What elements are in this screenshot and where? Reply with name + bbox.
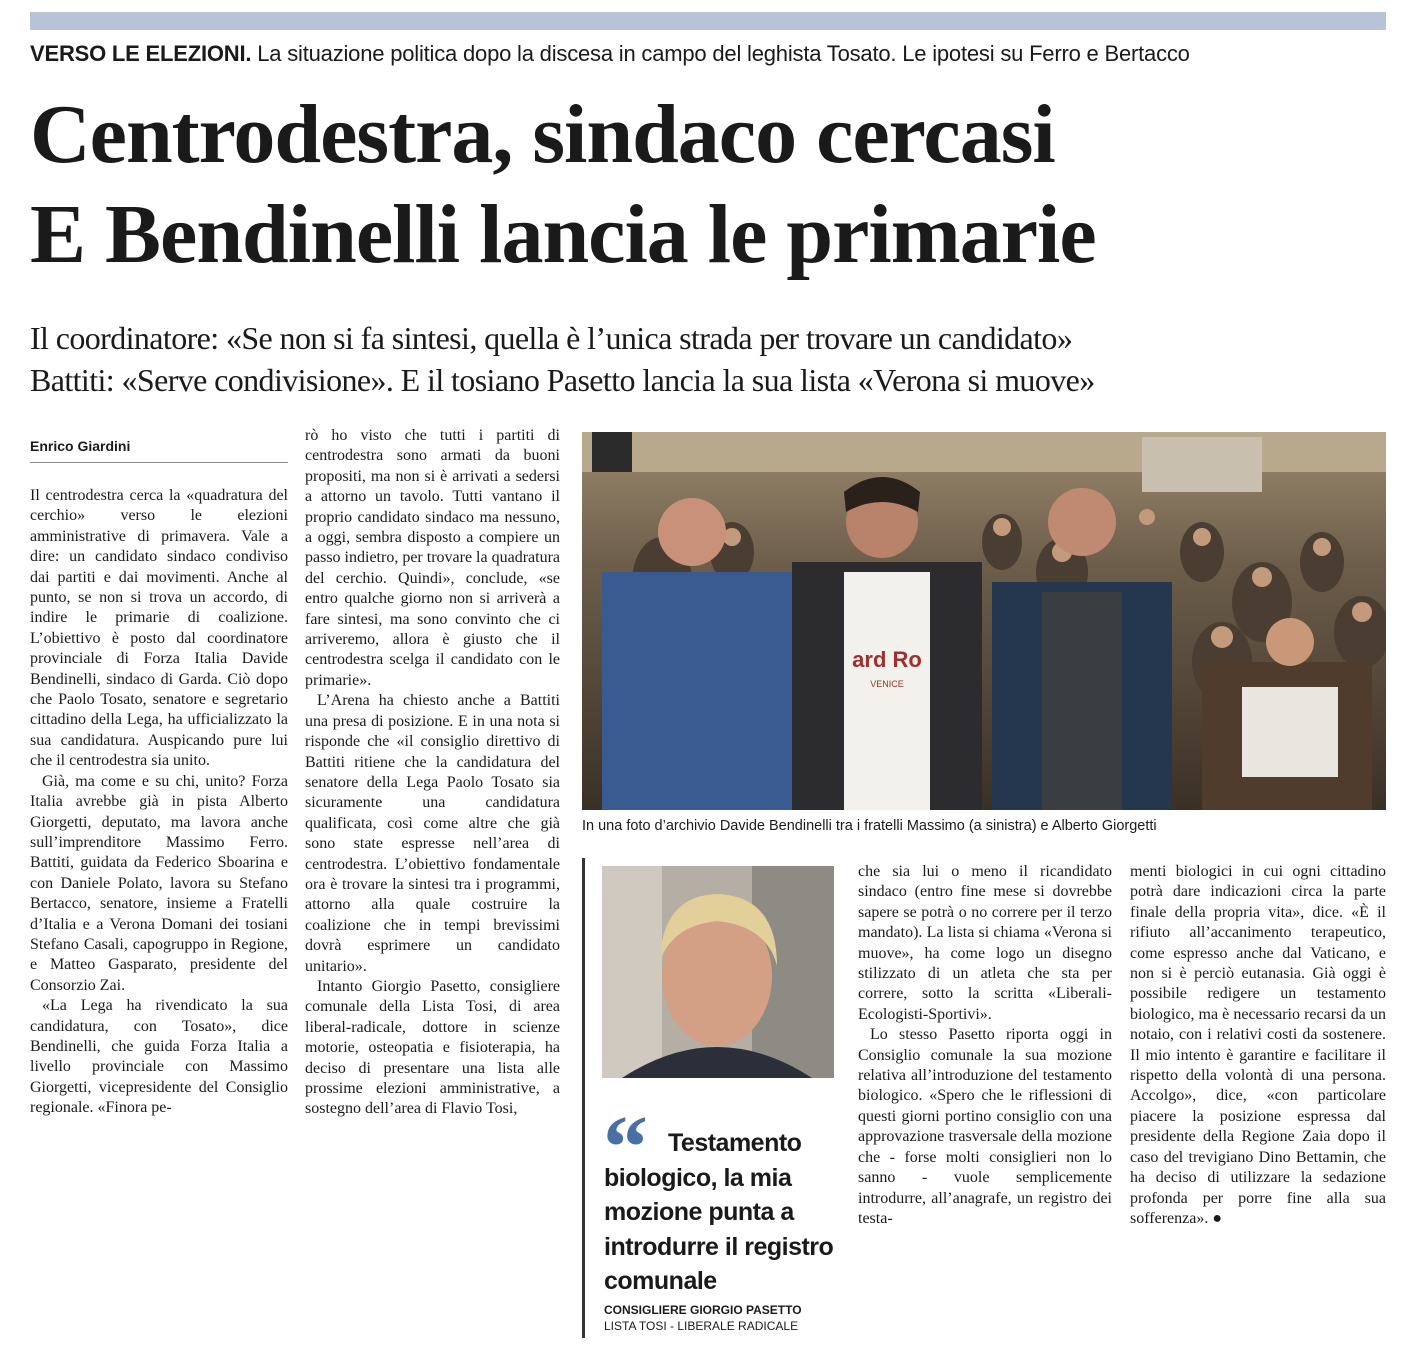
kicker-label: VERSO LE ELEZIONI. <box>30 41 252 66</box>
subhead-line-1: Il coordinatore: «Se non si fa sintesi, quella è l’unica strada per trovare un candidato» <box>30 320 1073 356</box>
article-column-3 <box>858 862 1112 1229</box>
byline: Enrico Giardini <box>30 438 131 454</box>
headline-line-1: Centrodestra, sindaco cercasi <box>30 88 1055 181</box>
pull-quote-rest: biologico, la mia mozione punta a introdurre il registro comunale <box>604 1163 834 1295</box>
paragraph: che sia lui o meno il ricandidato sindaco (entro fine mese si dovrebbe sapere se potrà o no correre per il terzo mandato). La lista si chiama «Verona si muove», ha come logo un disegno stilizzato di un atleta che sta per correre, sotto la scritta «Liberali-Ecologisti-Sportivi». <box>858 863 1112 1023</box>
paragraph: «La Lega ha rivendicato la sua candidatura, con Tosato», dice Bendinelli, che guida Forza Italia a livello provinciale con Massimo Giorgetti, vicepresidente del Consiglio regionale. «Finora pe- <box>30 997 288 1117</box>
shirt-logo-text: ard Ro <box>852 647 922 672</box>
kicker-text: La situazione politica dopo la discesa in campo del leghista Tosato. Le ipotesi su Ferro e Bertacco <box>251 41 1190 66</box>
paragraph: Intanto Giorgio Pasetto, consigliere comunale della Lista Tosi, di area liberal-radicale, dottore in scienze motorie, osteopatia e fisioterapia, ha deciso di presentare una lista alle prossime elezioni amministrative, a sostegno dell’area di Flavio Tosi, <box>305 977 560 1118</box>
article-column-1 <box>30 486 288 1119</box>
kicker <box>30 40 1386 68</box>
photo-caption: In una foto d’archivio Davide Bendinelli tra i fratelli Massimo (a sinistra) e Alberto Giorgetti <box>582 818 1157 834</box>
byline-rule <box>30 462 288 463</box>
headline-line-2: E Bendinelli lancia le primarie <box>30 188 1096 281</box>
paragraph: menti biologici in cui ogni cittadino potrà dare indicazioni circa la parte finale della propria vita», dice. «È il rifiuto all’accanimento terapeutico, come espresso anche dal Vaticano, e non si è perciò eutanasia. Già oggi è possibile redigere un testamento biologico, ma è necessario recarsi da un notaio, con i relativi costi da sostenere. Il mio intento è garantire e facilitare il rispetto della volontà di una persona. Accolgo», dice, «con particolare piacere la posizione espressa dal presidente della Regione Zaia dopo il caso del trevigiano Dino Bettamin, che ha deciso di utilizzare la sedazione profonda per porre fine alla sua sofferenza». ● <box>1130 863 1386 1227</box>
paragraph: Il centrodestra cerca la «quadratura del cerchio» verso le elezioni amministrative di primavera. Vale a dire: un candidato sindaco condiviso dai partiti e dai movimenti. Anche al punto, se non si trova un accordo, di indire le primarie di coalizione. L’obiettivo è posto dal coordinatore provinciale di Forza Italia Davide Bendinelli, sindaco di Garda. Ciò dopo che Paolo Tosato, senatore e segretario cittadino della Lega, ha ufficializzato la sua candidatura. Auspicando pure lui che il centrodestra sia unito. <box>30 487 288 770</box>
pull-quote-first-line: Testamento <box>668 1129 802 1157</box>
paragraph: Lo stesso Pasetto riporta oggi in Consiglio comunale la sua mozione relativa all’introduzione del testamento biologico. «Spero che le riflessioni di questi giorni portino consiglio con una approvazione trasversale della mozione che - forse molti consiglieri non lo sanno - vuole semplicemente introdurre, all’anagrafe, un registro dei testa- <box>858 1026 1112 1227</box>
article-column-4 <box>1130 862 1386 1229</box>
portrait-photo <box>602 866 834 1078</box>
paragraph: L’Arena ha chiesto anche a Battiti una presa di posizione. E in una nota si risponde che «il consiglio direttivo di Battiti ritiene che la candidatura del senatore della Lega Paolo Tosato sia sicuramente una candidatura qualificata, così come altre che già sono state espresse nell’area di centrodestra. L’obiettivo fondamentale ora è trovare la sintesi tra i programmi, attorno alla quale costruire la coalizione che in tempi brevissimi dovrà esprimere un candidato unitario». <box>305 692 560 975</box>
pull-quote <box>604 1126 844 1299</box>
article-column-2 <box>305 426 560 1120</box>
news-photo <box>582 432 1386 810</box>
top-color-bar <box>30 12 1386 30</box>
paragraph: Già, ma come e su chi, unito? Forza Italia avrebbe già in pista Alberto Giorgetti, deputato, ma lavora anche sull’imprenditore Massimo Ferro. Battiti, guidata da Federico Sboarina e con Daniele Polato, lavora su Stefano Bertacco, senatore, insieme a Fratelli d’Italia e a Verona Domani dei tosiani Stefano Casali, capogruppo in Regione, e Matteo Gasparato, presidente del Consorzio Zai. <box>30 772 288 994</box>
shirt-logo-subtext: VENICE <box>870 679 904 689</box>
quote-mark-icon: “ <box>603 1098 648 1197</box>
quote-author: CONSIGLIERE GIORGIO PASETTO <box>604 1303 802 1317</box>
subhead-line-2: Battiti: «Serve condivisione». E il tosiano Pasetto lancia la sua lista «Verona si muove» <box>30 362 1095 398</box>
quote-author-role: LISTA TOSI - LIBERALE RADICALE <box>604 1319 799 1333</box>
paragraph: rò ho visto che tutti i partiti di centrodestra sono armati da buoni propositi, ma non si è arrivati a sedersi a attorno un tavolo. Tutti vantano il proprio candidato sindaco ma nessuno, a oggi, sembra disposto a compiere un passo indietro, per trovare la quadratura del cerchio. Quindi», conclude, «se entro qualche giorno non si arriverà a fare sintesi, ma sono convinto che ci arriveremo, allora è giusto che il centrodestra scelga il candidato con le primarie». <box>305 427 561 689</box>
